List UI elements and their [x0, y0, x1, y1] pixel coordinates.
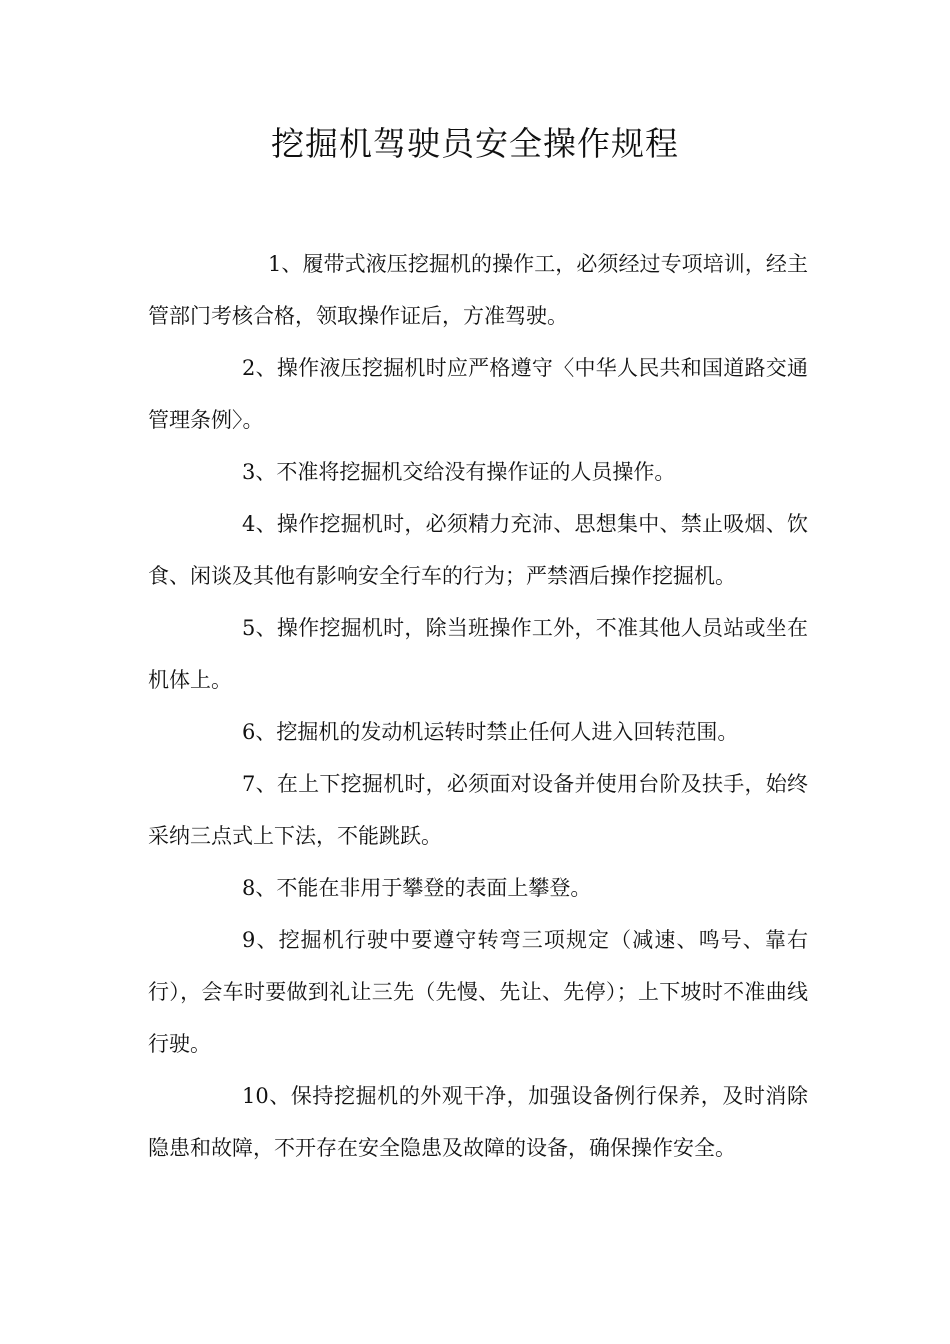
rule-paragraph-9: 9、挖掘机行驶中要遵守转弯三项规定（减速、鸣号、靠右行），会车时要做到礼让三先（先慢、先让、先停）；上下坡时不准曲线行驶。: [148, 928, 808, 1056]
document-body: [148, 238, 808, 1174]
rule-paragraph-6: 6、挖掘机的发动机运转时禁止任何人进入回转范围。: [242, 720, 739, 744]
rule-paragraph-10: 10、保持挖掘机的外观干净，加强设备例行保养，及时消除隐患和故障，不开存在安全隐患及故障的设备，确保操作安全。: [148, 1084, 808, 1160]
rule-paragraph-7: 7、在上下挖掘机时，必须面对设备并使用台阶及扶手，始终采纳三点式上下法，不能跳跃。: [148, 772, 808, 848]
rule-paragraph-8: 8、不能在非用于攀登的表面上攀登。: [242, 876, 592, 900]
document-title: 挖掘机驾驶员安全操作规程: [271, 124, 679, 163]
rule-paragraph-1: 1、履带式液压挖掘机的操作工，必须经过专项培训，经主管部门考核合格，领取操作证后，方准驾驶。: [148, 252, 808, 328]
rule-paragraph-4: 4、操作挖掘机时，必须精力充沛、思想集中、禁止吸烟、饮食、闲谈及其他有影响安全行车的行为；严禁酒后操作挖掘机。: [148, 512, 808, 588]
rule-paragraph-5: 5、操作挖掘机时，除当班操作工外，不准其他人员站或坐在机体上。: [148, 616, 808, 692]
rule-paragraph-3: 3、不准将挖掘机交给没有操作证的人员操作。: [242, 460, 676, 484]
rule-paragraph-2: 2、操作液压挖掘机时应严格遵守〈中华人民共和国道路交通管理条例〉。: [148, 356, 808, 432]
